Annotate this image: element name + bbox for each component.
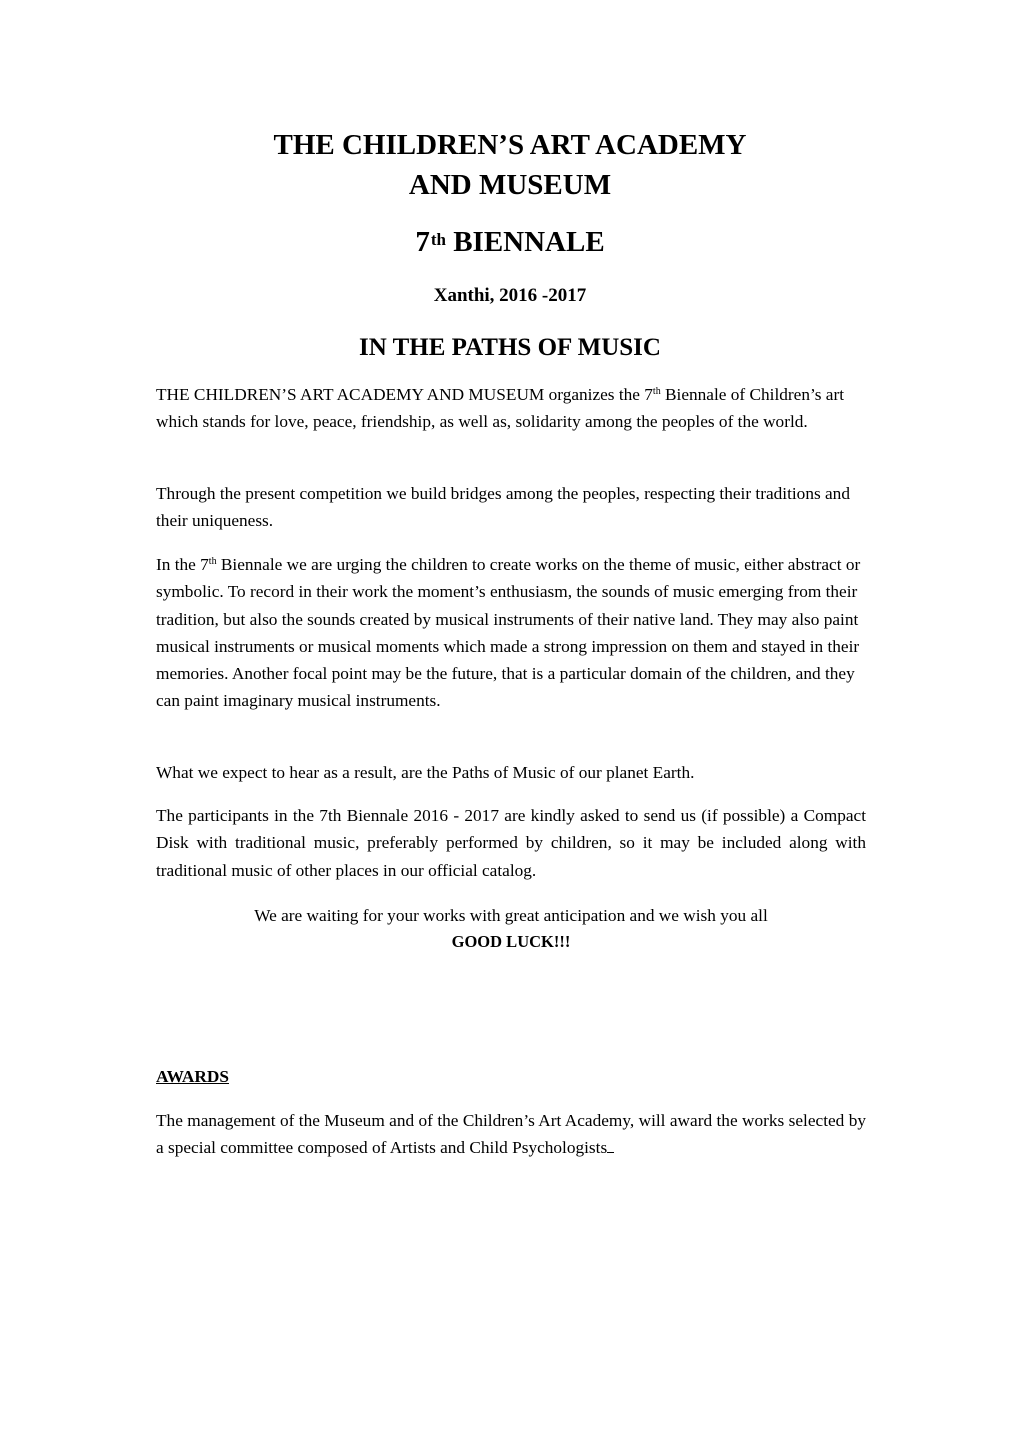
edition-word: BIENNALE bbox=[453, 226, 605, 258]
edition-suffix: th bbox=[430, 230, 446, 249]
theme-text-end: Biennale we are urging the children to create works on the theme of music, either abstract or symbolic. To record in their work the moment’s enthusiasm, the sounds of music emerging from their tradition, but also the sounds created by musical instruments of their native land. They may also paint musical instruments or musical moments which made a strong impression on them and stayed in their memories. Another focal point may be the future, that is a particular domain of the children, and they can paint imaginary musical instruments. bbox=[156, 555, 861, 711]
closing-paragraph bbox=[156, 902, 866, 955]
trailing-underline bbox=[607, 1136, 614, 1153]
title-line-1: THE CHILDREN’S ART ACADEMY bbox=[273, 129, 747, 161]
bridges-paragraph: Through the present competition we build bridges among the peoples, respecting their traditions and their uniqueness. bbox=[156, 484, 850, 531]
intro-text-start: THE CHILDREN’S ART ACADEMY AND MUSEUM organizes the 7 bbox=[156, 385, 653, 404]
awards-text: The management of the Museum and of the Children’s Art Academy, will award the works selected by a special committee composed of Artists and Child Psychologists bbox=[156, 1111, 866, 1158]
theme-superscript: th bbox=[208, 556, 217, 567]
theme-text-start: In the 7 bbox=[156, 555, 209, 574]
intro-superscript: th bbox=[652, 386, 661, 397]
place-dates: Xanthi, 2016 -2017 bbox=[433, 285, 587, 306]
awards-heading: AWARDS bbox=[156, 1067, 229, 1086]
title-line-2: AND MUSEUM bbox=[408, 169, 612, 201]
closing-line: We are waiting for your works with great anticipation and we wish you all bbox=[254, 906, 768, 925]
edition-heading bbox=[0, 222, 1020, 262]
intro-text-end: Biennale of Children’s art which stands for love, peace, friendship, as well as, solidarity among the peoples of the world. bbox=[156, 385, 845, 432]
theme-heading: IN THE PATHS OF MUSIC bbox=[359, 334, 661, 361]
intro-paragraph bbox=[156, 381, 866, 436]
theme-paragraph bbox=[156, 551, 866, 715]
awards-paragraph bbox=[156, 1107, 866, 1162]
good-luck-text: GOOD LUCK!!! bbox=[451, 932, 571, 951]
edition-number: 7 bbox=[415, 226, 430, 258]
cd-request-paragraph: The participants in the 7th Biennale 2016 - 2017 are kindly asked to send us (if possible) a Compact Disk with traditional music, preferably performed by children, so it may be included along with traditional music of other places in our official catalog. bbox=[156, 806, 866, 880]
expectation-paragraph: What we expect to hear as a result, are the Paths of Music of our planet Earth. bbox=[156, 763, 695, 782]
